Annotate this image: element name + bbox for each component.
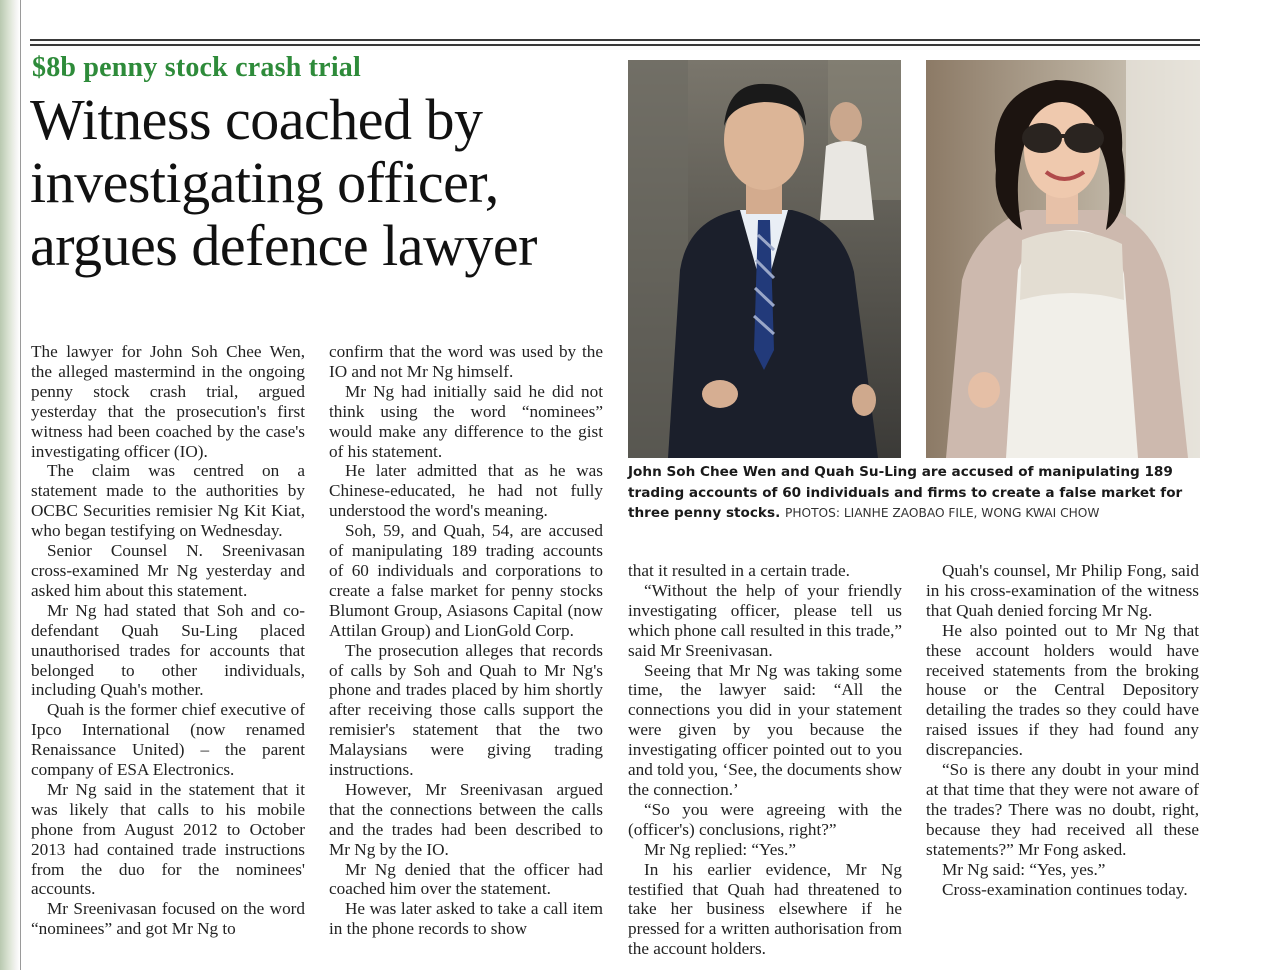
paragraph: He was later asked to take a call item in the phone records to show (329, 899, 603, 939)
paragraph: Senior Counsel N. Sreenivasan cross-examined Mr Ng yesterday and asked him about this statement. (31, 541, 305, 600)
headline-line: investigating officer, (30, 150, 499, 215)
paragraph: Soh, 59, and Quah, 54, are accused of manipulating 189 trading accounts of 60 individuals and corporations to create a false market for penny stocks Blumont Group, Asiasons Capital (now Attilan Group) and LionGold Corp. (329, 521, 603, 640)
headline-line: Witness coached by (30, 87, 483, 152)
paragraph: Mr Ng replied: “Yes.” (644, 839, 796, 859)
paragraph: The claim was centred on a statement made to the authorities by OCBC Securities remisier Ng Kit Kiat, who began testifying on Wednesday. (31, 461, 305, 541)
article-column-1 (31, 342, 305, 939)
paragraph: Mr Ng had stated that Soh and co-defendant Quah Su-Ling placed unauthorised trades for accounts that belonged to other individuals, including Quah's mother. (31, 600, 305, 700)
section-rule (30, 39, 1200, 46)
paragraph: Cross-examination continues today. (942, 879, 1188, 899)
article-column-4 (926, 561, 1199, 899)
paragraph: “So you were agreeing with the (officer's) conclusions, right?” (628, 799, 902, 839)
paragraph: “So is there any doubt in your mind at that time that they were not aware of the trades? There was no doubt, right, because they had received all these statements?” Mr Fong asked. (926, 760, 1199, 859)
paragraph: The prosecution alleges that records of calls by Soh and Quah to Mr Ng's phone and trades placed by him shortly after receiving those calls support the remisier's statement that the two Malaysians were giving trading instructions. (329, 640, 603, 780)
paragraph: However, Mr Sreenivasan argued that the connections between the calls and the trades had been described to Mr Ng by the IO. (329, 779, 603, 859)
headline-line: argues defence lawyer (30, 213, 537, 278)
paragraph: Quah is the former chief executive of Ipco International (now renamed Renaissance United) – the parent company of ESA Electronics. (31, 700, 305, 780)
kicker: $8b penny stock crash trial (32, 52, 361, 83)
photo-john-soh (628, 60, 901, 458)
column-divider (20, 0, 21, 970)
paragraph: Mr Ng had initially said he did not think using the word “nominees” would make any difference to the gist of his statement. (329, 381, 603, 461)
photo-caption (628, 462, 1203, 524)
cropped-previous-text (30, 0, 1200, 6)
paragraph: that it resulted in a certain trade. (628, 561, 850, 580)
caption-text: John Soh Chee Wen and Quah Su-Ling are accused of manipulating 189 trading accounts of 60 individuals and firms to create a false market for three penny stocks. (628, 464, 1183, 521)
paragraph: Mr Ng said: “Yes, yes.” (942, 859, 1106, 879)
article-column-2 (329, 342, 603, 939)
adjacent-page-edge (0, 0, 20, 970)
paragraph: Seeing that Mr Ng was taking some time, the lawyer said: “All the connections you did in your statement were given by you because the investigating officer pointed out to you and told you, ‘See, the documents show the connection.’ (628, 660, 903, 799)
paragraph: Mr Ng said in the statement that it was likely that calls to his mobile phone from August 2012 to October 2013 had contained trade instructions from the duo for the nominees' accounts. (31, 779, 305, 899)
paragraph: He also pointed out to Mr Ng that these account holders would have received statements from the broking house or the Central Depository detailing the trades so they could have raised issues if they had found any discrepancies. (926, 620, 1199, 760)
article-column-3 (628, 561, 902, 959)
paragraph: Quah's counsel, Mr Philip Fong, said in his cross-examination of the witness that Quah denied forcing Mr Ng. (926, 561, 1199, 620)
paragraph: Mr Ng denied that the officer had coached him over the statement. (329, 859, 603, 899)
photo-quah-su-ling (926, 60, 1200, 458)
photo-credit: PHOTOS: LIANHE ZAOBAO FILE, WONG KWAI CHOW (784, 506, 1100, 520)
paragraph: The lawyer for John Soh Chee Wen, the alleged mastermind in the ongoing penny stock crash trial, argued yesterday that the prosecution's first witness had been coached by the case's investigating officer (IO). (31, 342, 305, 461)
paragraph: “Without the help of your friendly investigating officer, please tell us which phone call resulted in this trade,” said Mr Sreenivasan. (628, 580, 902, 660)
headline (30, 88, 620, 277)
paragraph: He later admitted that as he was Chinese-educated, he had not fully understood the word's meaning. (329, 461, 603, 521)
paragraph: confirm that the word was used by the IO and not Mr Ng himself. (329, 342, 603, 381)
paragraph: In his earlier evidence, Mr Ng testified that Quah had threatened to take her business elsewhere if he pressed for a written authorisation from the account holders. (628, 859, 902, 959)
paragraph: Mr Sreenivasan focused on the word “nominees” and got Mr Ng to (31, 899, 305, 939)
